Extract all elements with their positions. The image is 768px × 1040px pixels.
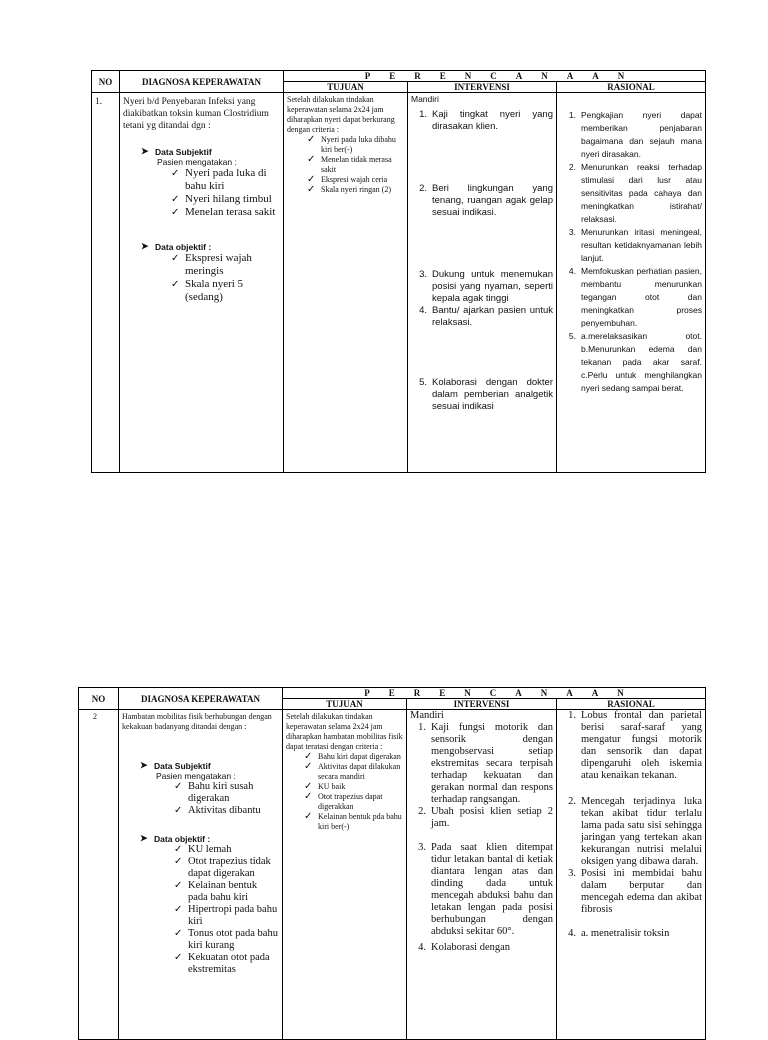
check-item: [304, 782, 403, 792]
item-text: a.merelaksasikan otot. b.Menurunkan edema dan tekanan pada akar saraf. c.Perlu untuk menghilangkan nyeri sedang sampai berat.: [581, 331, 702, 393]
care-plan-table-2: [78, 687, 706, 1040]
item-text: Menurunkan reaksi terhadap stimulasi dari lusr atau sensitivitas pada cahaya dan meningkatkan istirahat/ relaksasi.: [581, 162, 702, 224]
checkmark-icon: ✓: [174, 781, 183, 792]
numbered-item: [411, 377, 553, 413]
item-text: Kolaborasi dengan dokter dalam pemberian analgetik sesuai indikasi: [432, 377, 553, 412]
item-text: Lobus frontal dan parietal berisi saraf-saraf yang mengatur fungsi motorik dan sensorik dan dapat dipengaruhi oleh iskemia atau kenaikan tekanan.: [581, 710, 702, 781]
checkmark-icon: ✓: [304, 791, 313, 802]
item-number: 4.: [419, 305, 427, 316]
row-number: 1.: [92, 93, 120, 473]
rasional-cell: [557, 93, 706, 473]
check-item: [174, 844, 279, 856]
check-item: [174, 928, 279, 952]
check-item: [307, 175, 404, 185]
check-item-text: Bahu kiri dapat digerakan: [318, 752, 401, 761]
header-no: NO: [92, 71, 120, 93]
pasien-mengatakan: Pasien mengatakan :: [156, 771, 236, 781]
mandiri-label: Mandiri: [410, 710, 444, 721]
item-number: 5.: [568, 331, 576, 341]
check-item: [304, 752, 403, 762]
check-item: [174, 781, 279, 805]
item-number: 2.: [568, 796, 576, 807]
check-item-text: Nyeri pada luka di bahu kiri: [185, 167, 267, 192]
item-text: Memfokuskan perhatian pasien, membantu menurunkan tegangan otot dan meningkatkan proses penyembuhan.: [581, 266, 702, 328]
item-number: 3.: [568, 227, 576, 237]
numbered-item: [560, 796, 702, 868]
item-number: 2.: [568, 162, 576, 172]
tujuan-criteria-list: [287, 135, 404, 195]
check-item-text: Skala nyeri 5 (sedang): [185, 278, 244, 303]
check-item: [171, 193, 280, 206]
numbered-item: [411, 109, 553, 133]
tujuan-cell: [283, 710, 407, 1040]
check-item-text: Hipertropi pada bahu kiri: [188, 904, 278, 927]
numbered-item: [411, 269, 553, 305]
item-number: 4.: [568, 928, 576, 939]
item-number: 4.: [568, 266, 576, 276]
numbered-item: [410, 942, 553, 954]
check-item-text: Kelainan bentuk pada bahu kiri: [188, 880, 258, 903]
tujuan-text: Setelah dilakukan tindakan keperawatan selama 2x24 jam diharapkan hambatan mobilitas fisik dapat teratasi dengan criteria :: [286, 712, 403, 751]
check-item-text: Aktivitas dibantu: [188, 805, 261, 816]
numbered-item: [560, 226, 702, 265]
check-item-text: Kelainan bentuk pda bahu kiri ber(-): [318, 812, 402, 831]
intervensi-list: [411, 109, 553, 469]
item-text: Kaji tingkat nyeri yang dirasakan klien.: [432, 109, 553, 132]
item-text: Bantu/ ajarkan pasien untuk relaksasi.: [432, 305, 553, 328]
checkmark-icon: ✓: [174, 844, 183, 855]
pasien-mengatakan: Pasien mengatakan :: [157, 157, 237, 167]
rasional-list: [560, 710, 702, 940]
arrow-icon: ➤: [140, 760, 148, 770]
numbered-item: [560, 330, 702, 395]
objektif-label: Data objektif :: [154, 833, 211, 844]
checkmark-icon: ✓: [171, 253, 180, 264]
numbered-item: [560, 710, 702, 782]
item-number: 5.: [419, 377, 427, 388]
numbered-item: [560, 868, 702, 916]
check-item-text: Skala nyeri ringan (2): [321, 185, 391, 194]
checkmark-icon: ✓: [304, 761, 313, 772]
checkmark-icon: ✓: [174, 805, 183, 816]
item-number: 3.: [568, 868, 576, 879]
item-text: Beri lingkungan yang tenang, ruangan agak gelap sesuai indikasi.: [432, 183, 553, 218]
arrow-icon: ➤: [141, 146, 149, 156]
item-text: Posisi ini membidai bahu dalam berputar dan mencegah edema dan akibat fibrosis: [581, 868, 702, 915]
item-number: 1.: [419, 109, 427, 120]
item-text: Menurunkan iritasi meningeal, resultan ketidaknyamanan lebih lanjut.: [581, 227, 702, 263]
subjektif-list: [123, 167, 280, 219]
header-tujuan: TUJUAN: [284, 82, 408, 93]
header-intervensi: INTERVENSI: [407, 699, 557, 710]
check-item: [171, 252, 280, 278]
numbered-item: [560, 265, 702, 330]
check-item: [304, 762, 403, 782]
header-perencanaan: PERENCANAAN: [283, 688, 706, 699]
item-number: 1.: [568, 110, 576, 120]
checkmark-icon: ✓: [307, 174, 316, 185]
check-item-text: Nyeri pada luka dibahu kiri ber(-): [321, 135, 396, 154]
check-item-text: Otot trapezius dapat digerakkan: [318, 792, 383, 811]
item-text: Kolaborasi dengan: [431, 942, 511, 953]
numbered-item: [411, 305, 553, 329]
check-item: [171, 278, 280, 304]
checkmark-icon: ✓: [307, 184, 316, 195]
intervensi-list: [410, 722, 553, 954]
numbered-item: [410, 722, 553, 806]
header-rasional: RASIONAL: [557, 699, 706, 710]
checkmark-icon: ✓: [304, 781, 313, 792]
numbered-item: [560, 161, 702, 226]
check-item-text: Tonus otot pada bahu kiri kurang: [188, 928, 278, 951]
check-item: [307, 135, 404, 155]
objektif-list: [123, 252, 280, 304]
numbered-item: [410, 842, 553, 938]
arrow-icon: ➤: [140, 833, 148, 843]
check-item: [171, 167, 280, 193]
checkmark-icon: ✓: [174, 856, 183, 867]
subjektif-list: [122, 781, 279, 817]
header-diagnosa: DIAGNOSA KEPERAWATAN: [119, 688, 283, 710]
check-item-text: Ekspresi wajah ceria: [321, 175, 388, 184]
checkmark-icon: ✓: [174, 928, 183, 939]
header-tujuan: TUJUAN: [283, 699, 407, 710]
checkmark-icon: ✓: [174, 880, 183, 891]
numbered-item: [560, 109, 702, 161]
item-number: 1.: [568, 710, 576, 721]
numbered-item: [410, 806, 553, 830]
item-number: 3.: [419, 269, 427, 280]
check-item: [304, 792, 403, 812]
subjektif-heading: [123, 146, 280, 157]
checkmark-icon: ✓: [304, 811, 313, 822]
check-item-text: Menelan tidak merasa sakit: [321, 155, 392, 174]
check-item-text: KU baik: [318, 782, 346, 791]
tujuan-text: Setelah dilakukan tindakan keperawatan selama 2x24 jam diharapkan nyeri dapat berkurang dengan criteria :: [287, 95, 395, 134]
item-text: Pada saat klien ditempat tidur letakan bantal di ketiak diantara lengan atas dan dinding dada untuk mencegah abduksi bahu dan letakan lengan pada posisi berhubungan dengan abduksi sekitar 60°.: [431, 842, 553, 937]
check-item: [174, 880, 279, 904]
header-intervensi: INTERVENSI: [408, 82, 557, 93]
check-item-text: Menelan terasa sakit: [185, 206, 276, 218]
objektif-heading: [122, 833, 279, 844]
checkmark-icon: ✓: [307, 154, 316, 165]
tujuan-cell: [284, 93, 408, 473]
check-item-text: Nyeri hilang timbul: [185, 193, 272, 205]
check-item: [304, 812, 403, 832]
check-item-text: Kekuatan otot pada ekstremitas: [188, 952, 270, 975]
item-text: a. menetralisir toksin: [581, 928, 670, 939]
diagnosis-text: Nyeri b/d Penyebaran Infeksi yang diakibatkan toksin kuman Clostridium tetani yg ditandai dgn :: [123, 97, 269, 131]
check-item: [171, 206, 280, 219]
check-item: [174, 805, 279, 817]
checkmark-icon: ✓: [304, 751, 313, 762]
item-number: 1.: [418, 722, 426, 733]
intervensi-cell: [408, 93, 557, 473]
check-item-text: Bahu kiri susah digerakan: [188, 781, 254, 804]
diagnosis-cell: [120, 93, 284, 473]
check-item-text: Ekspresi wajah meringis: [185, 252, 252, 277]
item-text: Pengkajian nyeri dapat memberikan penjabaran bagaimana dan sejauh mana nyeri dirasakan.: [581, 110, 702, 159]
check-item-text: Otot trapezius tidak dapat digerakan: [188, 856, 271, 879]
row-number: 2: [79, 710, 119, 1040]
check-item: [174, 856, 279, 880]
checkmark-icon: ✓: [174, 904, 183, 915]
subjektif-label: Data Subjektif: [154, 760, 211, 771]
item-text: Dukung untuk menemukan posisi yang nyaman, seperti kepala agak tinggi: [432, 269, 553, 304]
check-item: [174, 952, 279, 976]
intervensi-cell: [407, 710, 557, 1040]
check-item: [307, 155, 404, 175]
objektif-list: [122, 844, 279, 976]
header-rasional: RASIONAL: [557, 82, 706, 93]
item-number: 4.: [418, 942, 426, 953]
check-item: [307, 185, 404, 195]
subjektif-label: Data Subjektif: [155, 146, 212, 157]
checkmark-icon: ✓: [307, 134, 316, 145]
diagnosis-text: Hambatan mobilitas fisik berhubungan dengan kekakuan badanyang ditandai dengan :: [122, 712, 272, 731]
check-item: [174, 904, 279, 928]
header-perencanaan: PERENCANAAN: [284, 71, 706, 82]
rasional-cell: [557, 710, 706, 1040]
mandiri-label: Mandiri: [411, 94, 439, 104]
checkmark-icon: ✓: [174, 952, 183, 963]
check-item-text: KU lemah: [188, 844, 232, 855]
arrow-icon: ➤: [141, 241, 149, 251]
checkmark-icon: ✓: [171, 279, 180, 290]
header-diagnosa: DIAGNOSA KEPERAWATAN: [120, 71, 284, 93]
checkmark-icon: ✓: [171, 194, 180, 205]
item-number: 2.: [419, 183, 427, 194]
objektif-heading: [123, 241, 280, 252]
check-item-text: Aktivitas dapat dilakukan secara mandiri: [318, 762, 401, 781]
item-text: Mencegah terjadinya luka tekan akibat tidur terlalu lama pada satu sisi sehingga jaringan yang tertekan akan kekurangan nutrisi melalui oksigen yang dibawa darah.: [581, 796, 702, 867]
item-text: Ubah posisi klien setiap 2 jam.: [431, 806, 553, 829]
item-number: 3.: [418, 842, 426, 853]
numbered-item: [560, 928, 702, 940]
rasional-list: [560, 93, 702, 395]
objektif-label: Data objektif :: [155, 241, 212, 252]
item-number: 2.: [418, 806, 426, 817]
care-plan-table-1: [91, 70, 706, 473]
checkmark-icon: ✓: [171, 168, 180, 179]
subjektif-heading: [122, 760, 279, 771]
numbered-item: [411, 183, 553, 219]
item-text: Kaji fungsi motorik dan sensorik dengan mengobservasi setiap ekstremitas secara terpisah terhadap kekuatan dan gerakan normal dan respons terhadap rangsangan.: [431, 722, 553, 805]
checkmark-icon: ✓: [171, 207, 180, 218]
diagnosis-cell: [119, 710, 283, 1040]
header-no: NO: [79, 688, 119, 710]
tujuan-criteria-list: [286, 752, 403, 832]
